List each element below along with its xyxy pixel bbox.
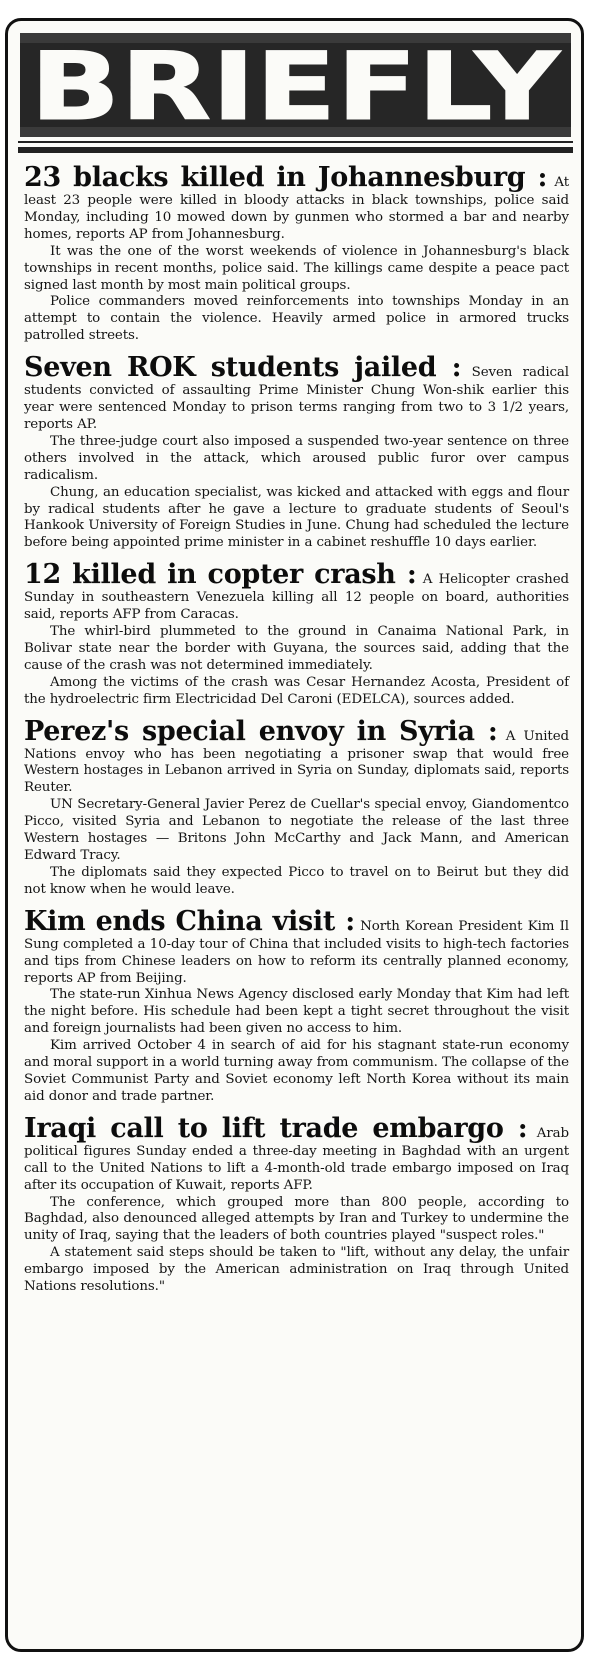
story-lead-paragraph: [24, 717, 569, 798]
story-lead-paragraph: [24, 163, 569, 244]
story-paragraph: UN Secretary-General Javier Perez de Cuellar's special envoy, Giandomentco Picco, visited Syria and Lebanon to negotiate the release of the last three Western hostages — Britons John McCarthy and Jack Mann, and American Edward Tracy.: [24, 797, 569, 863]
masthead-logo: [20, 33, 571, 137]
story-headline: Perez's special envoy in Syria :: [24, 715, 498, 747]
story-paragraph: The conference, which grouped more than 800 people, according to Baghdad, also denounced alleged attempts by Iran and Turkey to undermine the unity of Iraq, saying that the leaders of both countries played "suspect roles.": [24, 1194, 569, 1244]
story-headline: Seven ROK students jailed :: [24, 352, 462, 384]
story-paragraph: The diplomats said they expected Picco to travel on to Beirut but they did not know when he would leave.: [24, 864, 569, 897]
story-iraq-embargo: [24, 1114, 569, 1296]
stories: [24, 163, 569, 1304]
story-lead-paragraph: [24, 560, 569, 624]
story-headline: 12 killed in copter crash :: [24, 559, 417, 591]
story-copter-crash: [24, 560, 569, 708]
story-lead-paragraph: [24, 1114, 569, 1195]
story-paragraph: Police commanders moved reinforcements into townships Monday in an attempt to contain the violence. Heavily armed police in armored trucks patrolled streets.: [24, 294, 569, 344]
story-paragraph: The whirl-bird plummeted to the ground in Canaima National Park, in Bolivar state near the border with Guyana, the sources said, adding that the cause of the crash was not determined immediately.: [24, 624, 569, 673]
story-lead: Seven radical students convicted of assaulting Prime Minister Chung Won-shik earlier this year were sentenced Monday to prison terms ranging from two to 3 1/2 years, reports AP.: [24, 365, 569, 432]
story-paragraph: The three-judge court also imposed a suspended two-year sentence on three others involved in the attack, which aroused public furor over campus radicalism.: [24, 433, 569, 483]
story-lead: At least 23 people were killed in bloody attacks in black townships, police said Monday, including 10 mowed down by gunmen who stormed a bar and nearby homes, reports AP from Johannesburg.: [24, 175, 569, 242]
story-paragraph: Among the victims of the crash was Cesar Hernandez Acosta, President of the hydroelectric firm Electricidad Del Caroni (EDELCA), sources added.: [24, 674, 569, 707]
story-lead: North Korean President Kim Il Sung completed a 10-day tour of China that included visits to high-tech factories and tips from Chinese leaders on how to reform its centrally planned economy, reports AP from Beijing.: [24, 918, 569, 986]
masthead-rule-thick: [18, 147, 573, 153]
story-perez-envoy: [24, 717, 569, 899]
story-headline: 23 blacks killed in Johannesburg :: [24, 162, 548, 193]
story-headline: Kim ends China visit :: [24, 905, 355, 937]
story-rok-students: [24, 353, 569, 552]
story-kim-china: [24, 907, 569, 1106]
story-lead-paragraph: [24, 907, 569, 988]
story-paragraph: A statement said steps should be taken to "lift, without any delay, the unfair embargo imposed by the American administration on Iraq through United Nations resolutions.": [24, 1245, 569, 1295]
masthead-rule-thin: [18, 141, 573, 143]
story-lead-paragraph: [24, 353, 569, 434]
story-paragraph: The state-run Xinhua News Agency disclosed early Monday that Kim had left the night before. His schedule had been kept a tight secret throughout the visit and foreign journalists had been given no access to him.: [24, 987, 569, 1037]
story-lead: Arab political figures Sunday ended a three-day meeting in Baghdad with an urgent call to the United Nations to lift a 4-month-old trade embargo imposed on Iraq after its occupation of Kuwait, reports AFP.: [24, 1125, 569, 1193]
briefly-column: [5, 18, 584, 1652]
masthead: [20, 33, 571, 137]
story-paragraph: Chung, an education specialist, was kicked and attacked with eggs and flour by radical students after he gave a lecture to graduate students of Seoul's Hankook University of Foreign Studies in June. Chung had scheduled the lecture before being appointed prime minister in a cabinet reshuffle 10 days earlier.: [24, 484, 569, 551]
story-lead: A Helicopter crashed Sunday in southeastern Venezuela killing all 12 people on board, authorities said, reports AFP from Caracas.: [24, 572, 569, 623]
story-johannesburg: [24, 163, 569, 345]
story-headline: Iraqi call to lift trade embargo :: [24, 1112, 528, 1144]
story-lead: A United Nations envoy who has been negotiating a prisoner swap that would free Western hostages in Lebanon arrived in Syria on Sunday, diplomats said, reports Reuter.: [24, 728, 569, 796]
story-paragraph: It was the one of the worst weekends of violence in Johannesburg's black townships in recent months, police said. The killings came despite a peace pact signed last month by most main political groups.: [24, 243, 569, 293]
story-paragraph: Kim arrived October 4 in search of aid for his stagnant state-run economy and moral support in a world turning away from communism. The collapse of the Soviet Communist Party and Soviet economy left North Korea without its main aid donor and trade partner.: [24, 1038, 569, 1104]
masthead-title: BRIEFLY: [30, 33, 562, 137]
